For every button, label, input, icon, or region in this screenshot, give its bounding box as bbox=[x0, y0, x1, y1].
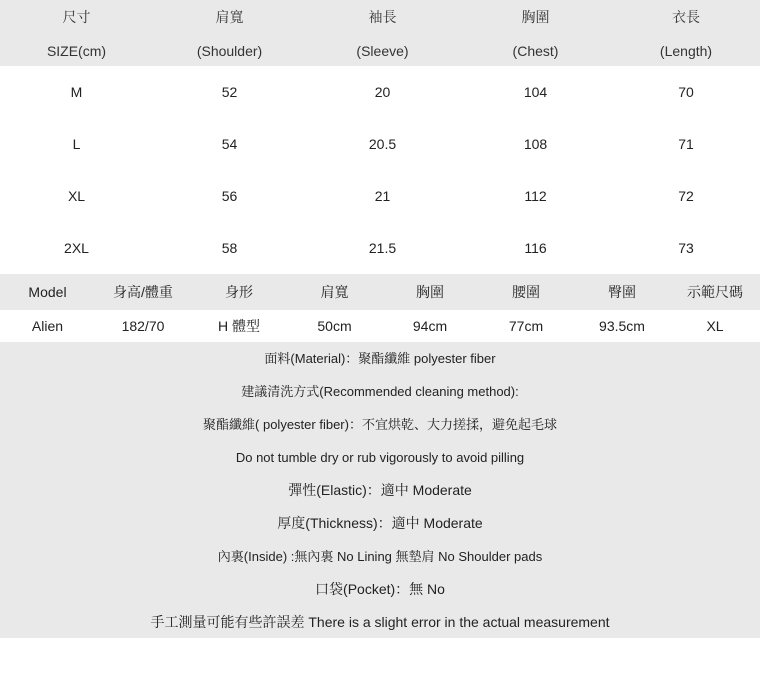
pocket-line: 口袋(Pocket)：無 No bbox=[315, 581, 445, 597]
table-cell: 77cm bbox=[508, 318, 544, 334]
table-cell: 58 bbox=[221, 240, 238, 256]
table-cell: 71 bbox=[678, 136, 694, 152]
table-cell: H 體型 bbox=[218, 318, 260, 334]
size-table-header bbox=[0, 0, 760, 66]
table-cell: 116 bbox=[524, 240, 547, 256]
header-cell: 尺寸 bbox=[62, 9, 91, 25]
table-row bbox=[0, 66, 760, 118]
header-cell: (Length) bbox=[659, 42, 713, 59]
header-cell: 胸圍 bbox=[521, 9, 550, 25]
cleaning-method-line: 建議清洗方式(Recommended cleaning method): bbox=[241, 384, 519, 399]
table-cell: 21 bbox=[374, 188, 391, 204]
header-cell: 身形 bbox=[225, 284, 253, 300]
bottom-spacer bbox=[0, 638, 760, 673]
table-cell: Alien bbox=[31, 318, 64, 334]
table-cell: 93.5cm bbox=[599, 318, 645, 334]
header-cell: 示範尺碼 bbox=[687, 284, 743, 300]
header-cell: 衣長 bbox=[672, 9, 700, 25]
measurement-note-line: 手工測量可能有些許誤差 There is a slight error in the actual measurement bbox=[150, 614, 610, 630]
cleaning-note-zh-line: 聚酯纖維( polyester fiber)：不宜烘乾、大力搓揉，避免起毛球 bbox=[203, 417, 557, 432]
material-line: 面料(Material)：聚酯纖維 polyester fiber bbox=[264, 351, 496, 366]
table-cell: 70 bbox=[678, 84, 694, 100]
table-cell: 20 bbox=[374, 84, 391, 100]
table-row bbox=[0, 222, 760, 274]
table-cell: 54 bbox=[221, 136, 238, 152]
product-info bbox=[0, 342, 760, 638]
table-cell: 94cm bbox=[412, 318, 448, 334]
header-row-zh bbox=[0, 0, 760, 34]
table-cell: 2XL bbox=[64, 240, 89, 256]
table-cell: 50cm bbox=[317, 318, 352, 334]
header-cell: 身高/體重 bbox=[113, 284, 173, 300]
table-cell: 52 bbox=[221, 84, 238, 100]
size-table-body bbox=[0, 66, 760, 274]
header-cell: (Sleeve) bbox=[356, 42, 409, 59]
header-cell: (Chest) bbox=[512, 42, 559, 59]
header-row-en bbox=[0, 34, 760, 67]
table-cell: 73 bbox=[678, 240, 694, 256]
header-cell: 肩寬 bbox=[320, 284, 349, 300]
table-cell: 21.5 bbox=[368, 240, 397, 256]
table-cell: 182/70 bbox=[121, 318, 165, 334]
inside-line: 內裏(Inside) :無內裏 No Lining 無墊肩 No Shoulder pads bbox=[217, 549, 543, 564]
header-cell: 肩寬 bbox=[215, 9, 244, 25]
table-cell: M bbox=[70, 84, 83, 100]
model-table bbox=[0, 274, 760, 342]
header-cell: 袖長 bbox=[368, 9, 397, 25]
table-cell: XL bbox=[706, 318, 724, 334]
table-cell: 108 bbox=[523, 136, 548, 152]
table-cell: 112 bbox=[524, 188, 547, 204]
table-cell: 72 bbox=[678, 188, 694, 204]
header-cell: Model bbox=[28, 284, 67, 300]
size-table bbox=[0, 0, 760, 274]
table-row bbox=[0, 118, 760, 170]
header-cell: (Shoulder) bbox=[196, 42, 263, 59]
header-cell: 腰圍 bbox=[512, 284, 540, 300]
model-table-header bbox=[0, 274, 760, 310]
thickness-line: 厚度(Thickness)：適中 Moderate bbox=[277, 515, 483, 531]
cleaning-note-en-line: Do not tumble dry or rub vigorously to avoid pilling bbox=[235, 450, 525, 465]
table-row bbox=[0, 310, 760, 342]
header-cell: 臀圍 bbox=[608, 284, 636, 300]
table-row bbox=[0, 170, 760, 222]
header-cell: 胸圍 bbox=[416, 284, 444, 300]
header-cell: SIZE(cm) bbox=[46, 42, 107, 59]
elastic-line: 彈性(Elastic)：適中 Moderate bbox=[288, 482, 472, 498]
table-cell: 56 bbox=[221, 188, 238, 204]
table-cell: 104 bbox=[523, 84, 548, 100]
table-cell: 20.5 bbox=[368, 136, 397, 152]
table-cell: XL bbox=[67, 188, 86, 204]
table-cell: L bbox=[72, 136, 81, 152]
